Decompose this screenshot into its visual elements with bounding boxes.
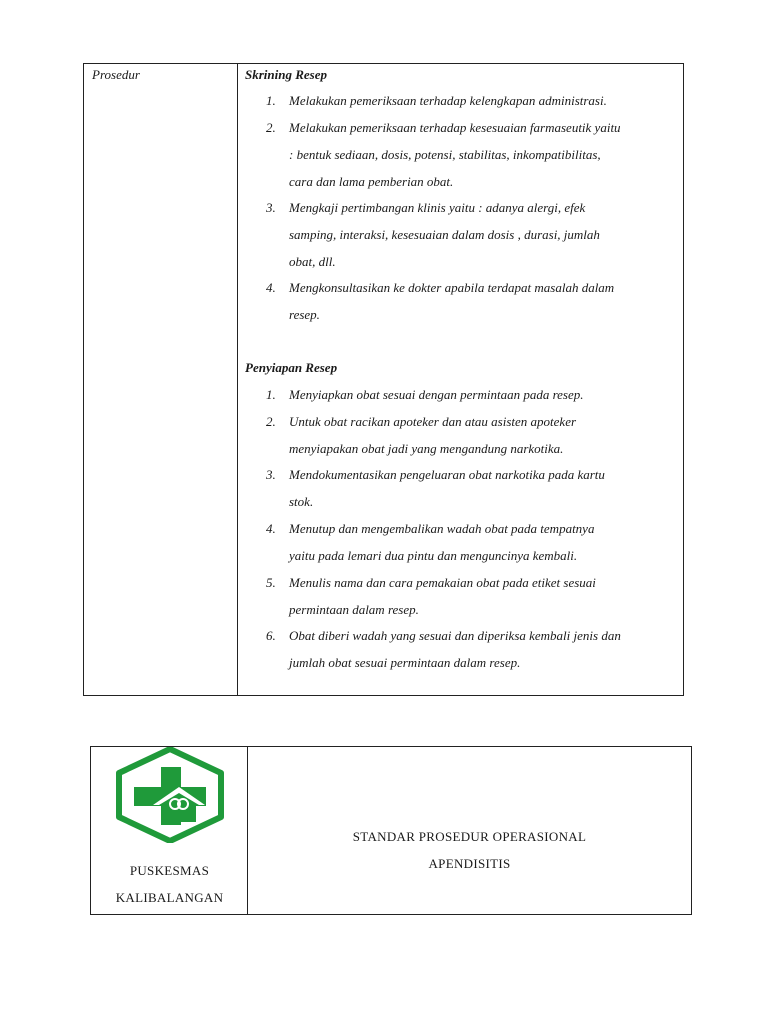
list-item-line: Menyiapkan obat sesuai dengan permintaan pada resep. (289, 387, 584, 402)
list-item-number: 2. (266, 414, 276, 429)
document-title-line1: STANDAR PROSEDUR OPERASIONAL (352, 829, 587, 844)
list-item-number: 4. (266, 521, 276, 536)
list-item-line: Melakukan pemeriksaan terhadap kelengkapan administrasi. (289, 93, 607, 108)
list-item-number: 3. (266, 200, 276, 215)
list-item-line: Obat diberi wadah yang sesuai dan diperiksa kembali jenis dan (289, 628, 621, 643)
procedure-label-cell (84, 64, 238, 695)
list-item-number: 5. (266, 575, 276, 590)
sop-header-table (90, 746, 692, 915)
procedure-table (83, 63, 684, 696)
organization-name-line2: KALIBALANGAN (115, 890, 224, 905)
list-item-line: Melakukan pemeriksaan terhadap kesesuaian farmaseutik yaitu (289, 120, 621, 135)
list-item-line: yaitu pada lemari dua pintu dan menguncinya kembali. (289, 548, 578, 563)
procedure-content-cell (238, 64, 683, 695)
list-item-number: 1. (266, 93, 276, 108)
list-item-line: menyiapakan obat jadi yang mengandung narkotika. (289, 441, 564, 456)
list-item-line: jumlah obat sesuai permintaan dalam resep. (289, 655, 521, 670)
list-item-line: stok. (289, 494, 314, 509)
organization-name-line1: PUSKESMAS (129, 863, 210, 878)
list-item-number: 3. (266, 467, 276, 482)
list-item-number: 4. (266, 280, 276, 295)
list-item-line: Mendokumentasikan pengeluaran obat narkotika pada kartu (289, 467, 605, 482)
puskesmas-logo-icon (115, 747, 225, 843)
document-title-line2: APENDISITIS (428, 856, 511, 871)
section-heading-penyiapan: Penyiapan Resep (245, 360, 338, 375)
procedure-label: Prosedur (92, 67, 140, 82)
list-item-line: : bentuk sediaan, dosis, potensi, stabilitas, inkompatibilitas, (289, 147, 601, 162)
list-item-line: samping, interaksi, kesesuaian dalam dosis , durasi, jumlah (289, 227, 600, 242)
list-item-line: cara dan lama pemberian obat. (289, 174, 454, 189)
list-item-line: Mengkaji pertimbangan klinis yaitu : adanya alergi, efek (289, 200, 586, 215)
list-item-number: 6. (266, 628, 276, 643)
list-item-number: 2. (266, 120, 276, 135)
organization-cell (91, 747, 248, 914)
list-item-number: 1. (266, 387, 276, 402)
list-item-line: obat, dll. (289, 254, 336, 269)
list-item-line: Menulis nama dan cara pemakaian obat pada etiket sesuai (289, 575, 596, 590)
list-item-line: resep. (289, 307, 320, 322)
section-heading-skrining: Skrining Resep (245, 67, 327, 82)
list-item-line: Untuk obat racikan apoteker dan atau asisten apoteker (289, 414, 577, 429)
list-item-line: permintaan dalam resep. (289, 602, 419, 617)
list-item-line: Mengkonsultasikan ke dokter apabila terdapat masalah dalam (289, 280, 615, 295)
list-item-line: Menutup dan mengembalikan wadah obat pada tempatnya (289, 521, 595, 536)
